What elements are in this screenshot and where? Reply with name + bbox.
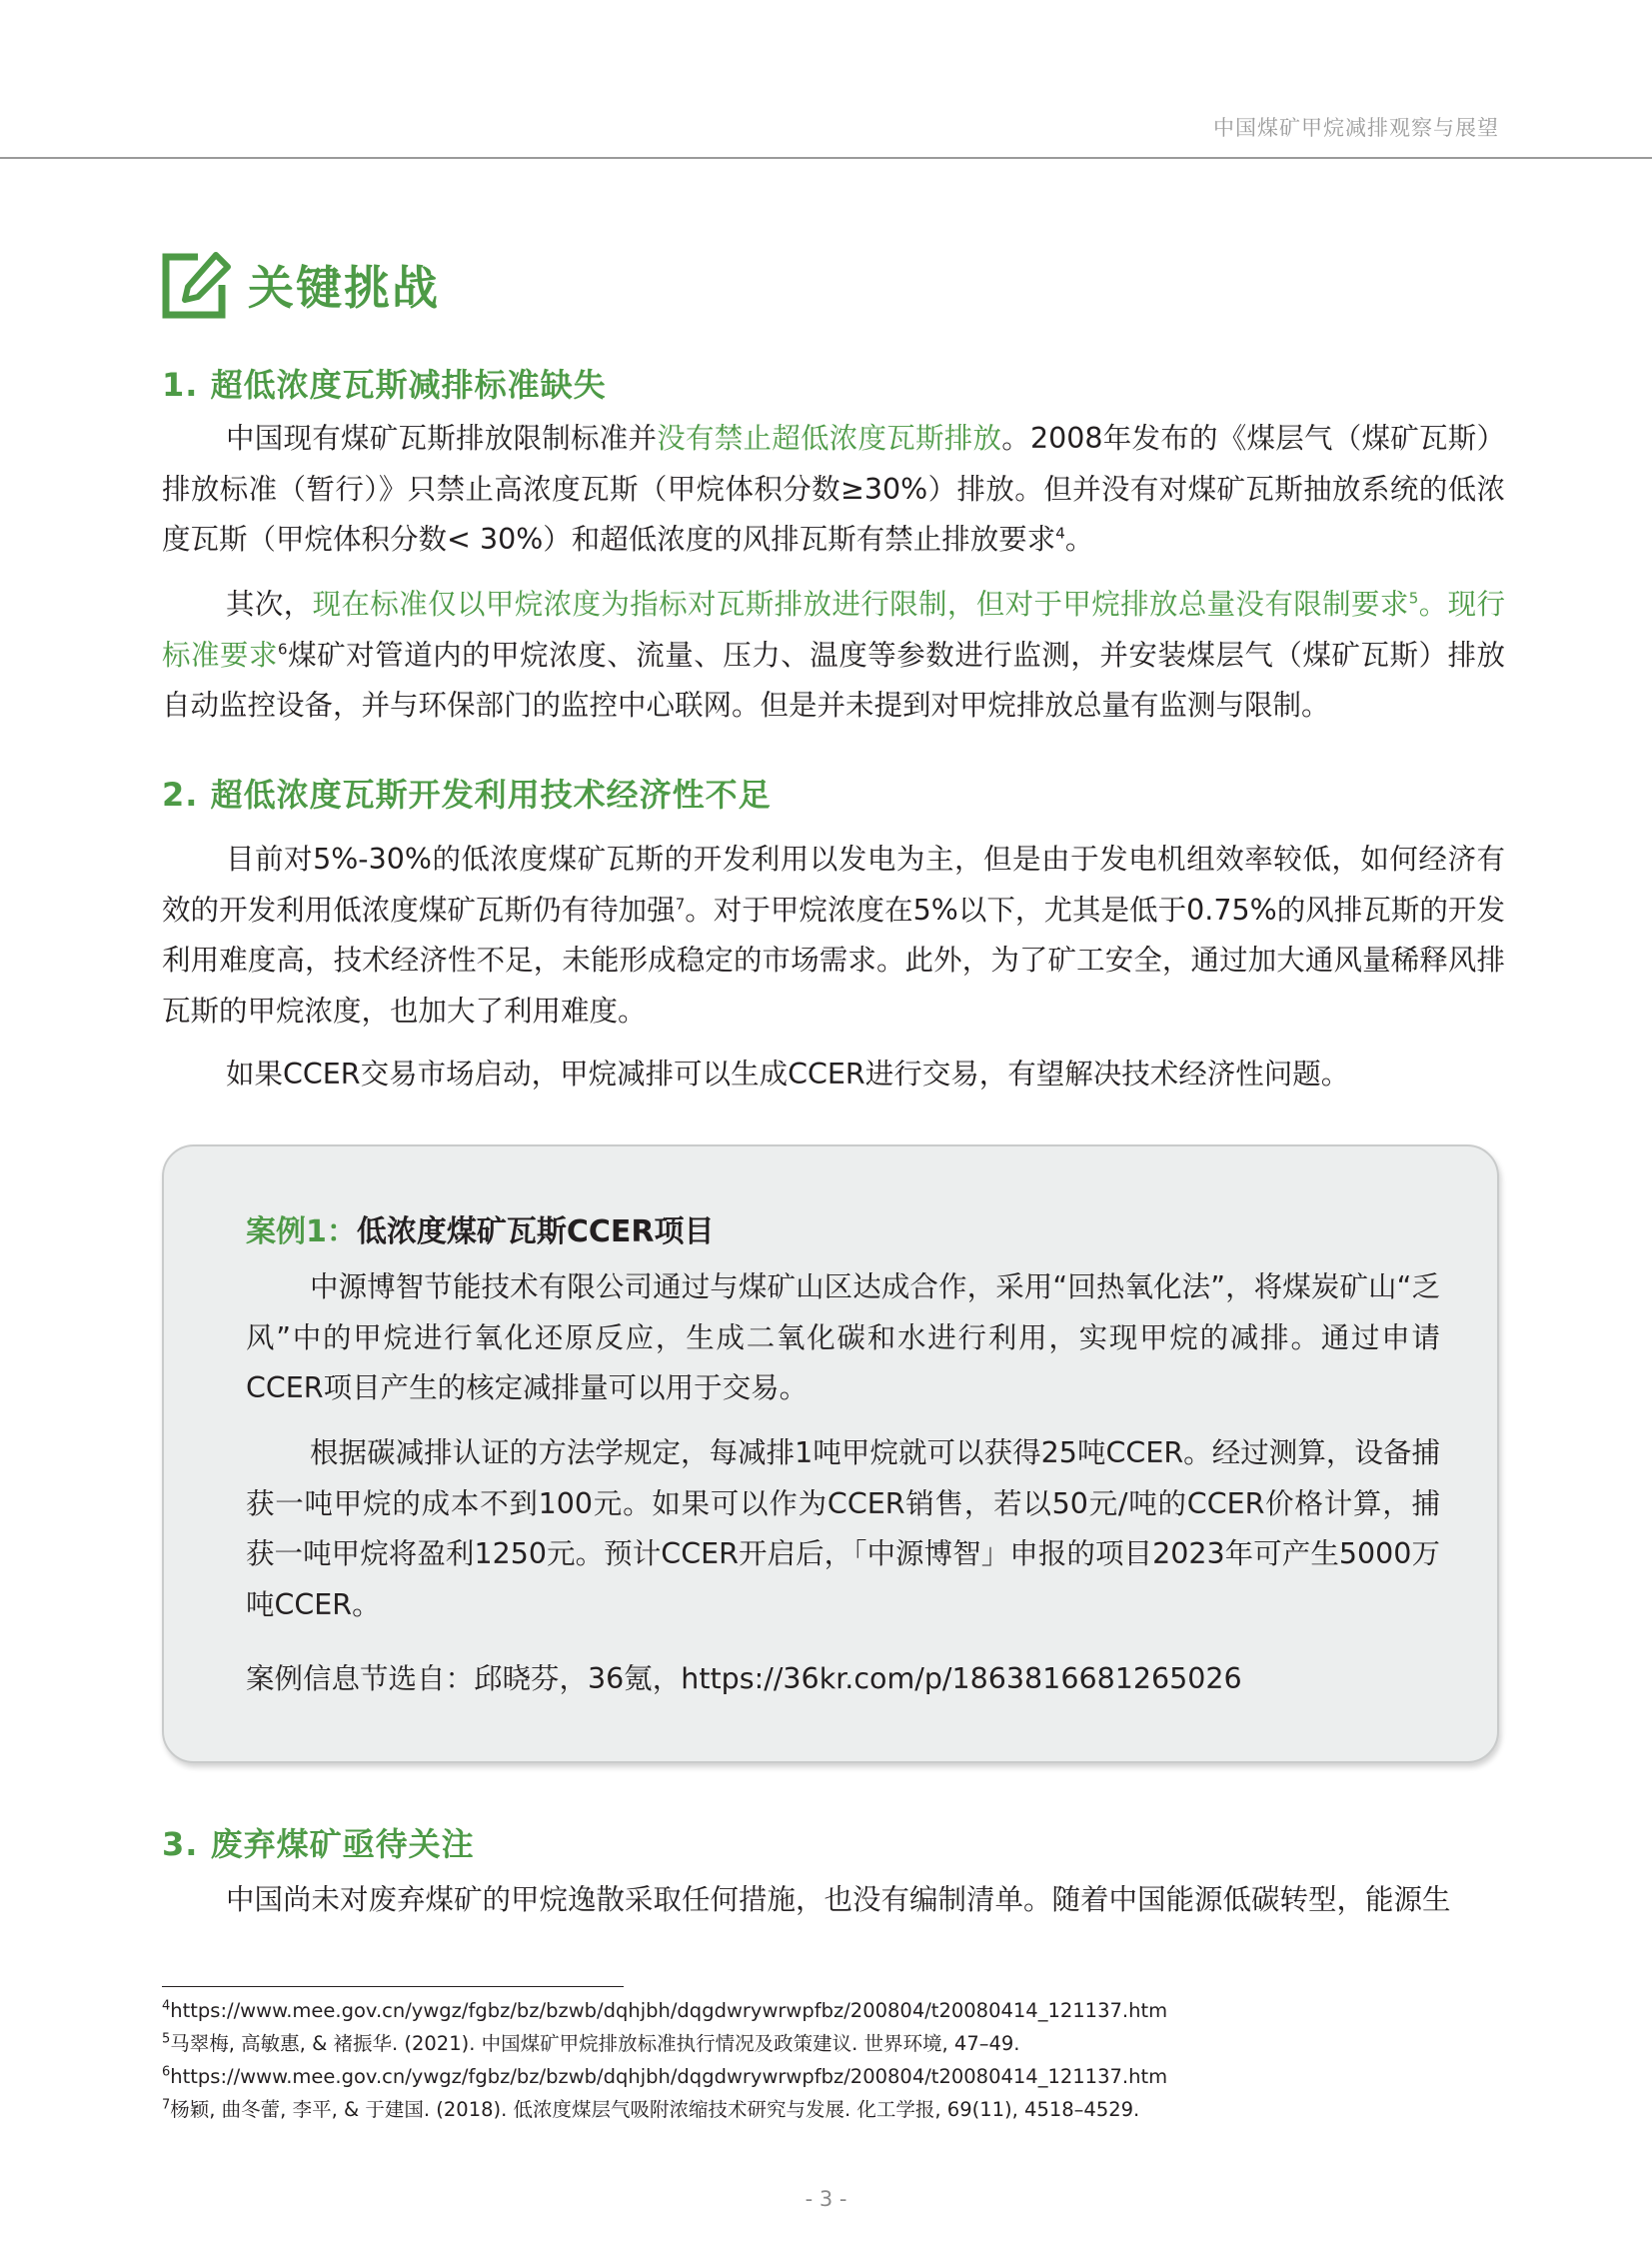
footnote-6: $^6$https://www.mee.gov.cn/ywgz/fgbz/bz/bzwb/dqhjbh/dqgdwrywrwpfbz/200804/t20080414_121137.htm — [162, 2064, 1168, 2088]
section-heading — [158, 245, 440, 325]
page-number: - 3 - — [805, 2187, 847, 2211]
footnote-7: $^7$杨颖, 曲冬蕾, 李平, & 于建国. (2018). 低浓度煤层气吸附浓缩技术研究与发展. 化工学报, 69(11), 4518–4529. — [162, 2097, 1140, 2121]
footnotes — [162, 1994, 1505, 2126]
sub-heading-3: 3. 废弃煤矿亟待关注 — [162, 1825, 475, 1863]
section-title: 关键挑战 — [248, 261, 440, 315]
paragraph-1-2: 其次，现在标准仅以甲烷浓度为指标对瓦斯排放进行限制，但对于甲烷排放总量没有限制要求$^5$。现行标准要求$^6$煤矿对管道内的甲烷浓度、流量、压力、温度等参数进行监测，并安装煤层气（煤矿瓦斯）排放自动监控设备，并与环保部门的监控中心联网。但是并未提到对甲烷排放总量有监测与限制。 — [162, 588, 1505, 722]
footnote-5: $^5$马翠梅, 高敏惠, & 褚振华. (2021). 中国煤矿甲烷排放标准执行情况及政策建议. 世界环境, 47–49. — [162, 2031, 1020, 2055]
case-title: 案例1：低浓度煤矿瓦斯CCER项目 — [246, 1214, 715, 1249]
case-study-box — [162, 1144, 1499, 1763]
paragraph-3-1: 中国尚未对废弃煤矿的甲烷逸散采取任何措施，也没有编制清单。随着中国能源低碳转型，能源生 — [226, 1883, 1451, 1916]
sub-heading-1: 1. 超低浓度瓦斯减排标准缺失 — [162, 366, 607, 404]
footnote-4: $^4$https://www.mee.gov.cn/ywgz/fgbz/bz/bzwb/dqhjbh/dqgdwrywrwpfbz/200804/t20080414_121137.htm — [162, 1998, 1168, 2022]
paragraph-2-2: 如果CCER交易市场启动，甲烷减排可以生成CCER进行交易，有望解决技术经济性问题。 — [226, 1058, 1350, 1091]
case-paragraph-2: 根据碳减排认证的方法学规定，每减排1吨甲烷就可以获得25吨CCER。经过测算，设备捕获一吨甲烷的成本不到100元。如果可以作为CCER销售，若以50元/吨的CCER价格计算，捕获一吨甲烷将盈利1250元。预计CCER开启后，「中源博智」申报的项目2023年可产生5000万吨CCER。 — [246, 1436, 1440, 1621]
case-paragraph-1: 中源博智节能技术有限公司通过与煤矿山区达成合作，采用“回热氧化法”，将煤炭矿山“乏风”中的甲烷进行氧化还原反应，生成二氧化碳和水进行利用，实现甲烷的减排。通过申请CCER项目产生的核定减排量可以用于交易。 — [246, 1270, 1440, 1404]
footnote-rule — [162, 1986, 624, 1987]
running-header: 中国煤矿甲烷减排观察与展望 — [1213, 116, 1499, 140]
edit-icon — [158, 247, 234, 323]
paragraph-1-1: 中国现有煤矿瓦斯排放限制标准并没有禁止超低浓度瓦斯排放。2008年发布的《煤层气（煤矿瓦斯）排放标准（暂行）》只禁止高浓度瓦斯（甲烷体积分数≥30%）排放。但并没有对煤矿瓦斯抽放系统的低浓度瓦斯（甲烷体积分数< 30%）和超低浓度的风排瓦斯有禁止排放要求$^4$。 — [162, 422, 1505, 556]
paragraph-2-1: 目前对5%-30%的低浓度煤矿瓦斯的开发利用以发电为主，但是由于发电机组效率较低，如何经济有效的开发利用低浓度煤矿瓦斯仍有待加强$^7$。对于甲烷浓度在5%以下，尤其是低于0.75%的风排瓦斯的开发利用难度高，技术经济性不足，未能形成稳定的市场需求。此外，为了矿工安全，通过加大通风量稀释风排瓦斯的甲烷浓度，也加大了利用难度。 — [162, 843, 1505, 1028]
sub-heading-2: 2. 超低浓度瓦斯开发利用技术经济性不足 — [162, 776, 772, 814]
case-source: 案例信息节选自：邱晓芬，36氪，https://36kr.com/p/1863816681265026 — [246, 1662, 1242, 1695]
header-rule — [0, 157, 1652, 159]
